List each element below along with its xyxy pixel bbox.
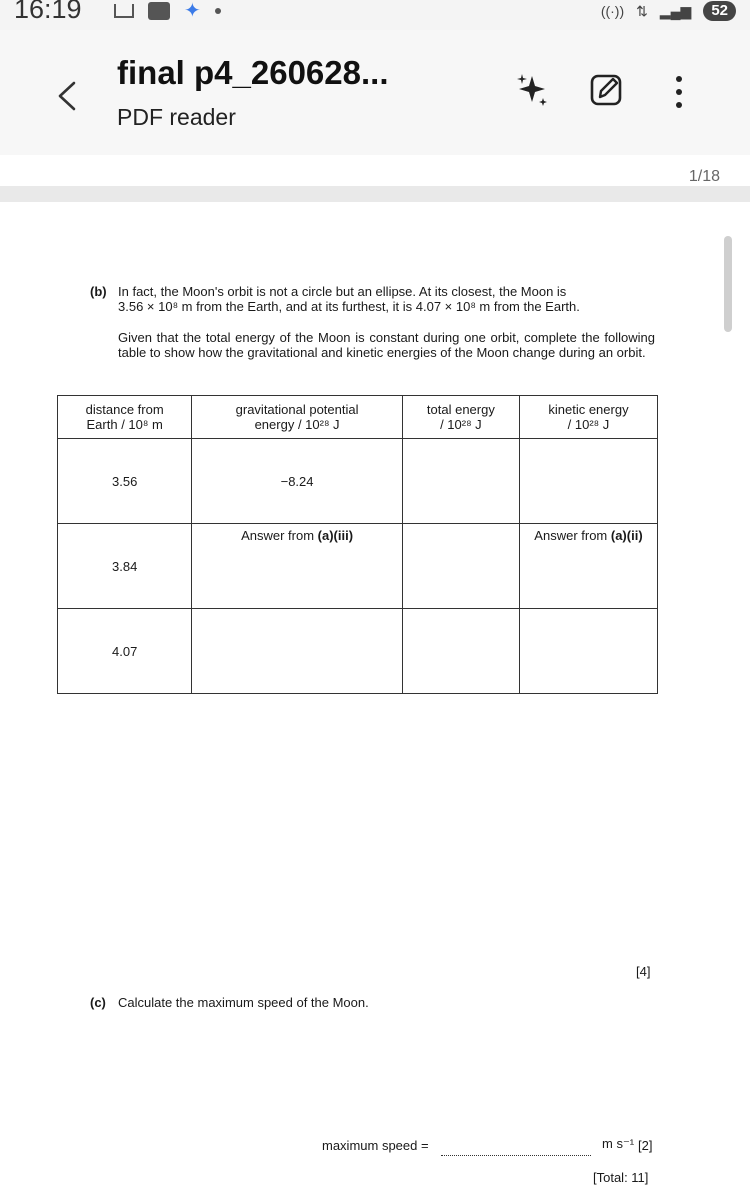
- dot-icon: [215, 8, 221, 14]
- cell-gpe: [192, 524, 402, 609]
- edit-icon[interactable]: [586, 70, 626, 110]
- answer-line[interactable]: [441, 1145, 591, 1156]
- table-row: [58, 609, 658, 694]
- cell-total: [402, 439, 519, 524]
- cell-note: Answer from (a)(iii): [241, 528, 354, 543]
- question-b-paragraph: Given that the total energy of the Moon is constant during one orbit, complete the following table to show how the gravitational and kinetic energies of the Moon change during an orbit.: [118, 330, 655, 360]
- cell-ke: [519, 609, 657, 694]
- status-bar: [0, 0, 750, 30]
- battery-icon: 52: [703, 1, 736, 21]
- answer-unit: m s⁻¹: [602, 1136, 635, 1151]
- more-vertical-icon[interactable]: [664, 74, 694, 110]
- total-marks: [Total: 11]: [593, 1170, 649, 1185]
- cell-distance: 4.07: [58, 609, 192, 694]
- cell-total: [402, 609, 519, 694]
- document-title: final p4_260628...: [117, 54, 389, 91]
- table-row: [58, 524, 658, 609]
- sparkle-icon[interactable]: [512, 70, 552, 110]
- cell-total: [402, 524, 519, 609]
- question-b-label: (b): [90, 284, 107, 299]
- scrollbar[interactable]: [724, 236, 732, 332]
- table-header-row: [58, 396, 658, 439]
- notification-icons: [114, 0, 221, 22]
- header-gpe: gravitational potential energy / 10²⁸ J: [192, 396, 402, 439]
- pdf-page[interactable]: [0, 202, 750, 1195]
- header-total-energy: total energy / 10²⁸ J: [402, 396, 519, 439]
- hotspot-icon: ((·)): [600, 3, 625, 19]
- chevron-left-icon[interactable]: [52, 80, 84, 112]
- header-distance: distance from Earth / 10⁸ m: [58, 396, 192, 439]
- status-time: 16:19: [14, 0, 82, 24]
- marks-c: [2]: [638, 1138, 653, 1153]
- page-divider: [0, 186, 750, 202]
- answer-label: maximum speed =: [322, 1138, 429, 1153]
- checkbox-notification-icon: [148, 2, 170, 20]
- status-right: [601, 0, 736, 22]
- document-subtitle: PDF reader: [117, 104, 236, 130]
- cell-ke: [519, 439, 657, 524]
- question-b-line2: 3.56 × 10⁸ m from the Earth, and at its furthest, it is 4.07 × 10⁸ m from the Earth.: [118, 299, 580, 314]
- app-header: [0, 30, 750, 155]
- cell-ke: [519, 524, 657, 609]
- cell-distance: 3.84: [58, 524, 192, 609]
- cell-note: Answer from (a)(ii): [534, 528, 643, 543]
- screenshot-icon: [114, 4, 134, 18]
- signal-icon: ▂▄▆: [659, 2, 692, 19]
- wifi-icon: ⇅: [636, 2, 648, 19]
- energy-table: [57, 395, 658, 694]
- table-row: [58, 439, 658, 524]
- gemini-icon: ✦: [184, 0, 201, 22]
- marks-b: [4]: [636, 964, 651, 979]
- header-kinetic-energy: kinetic energy / 10²⁸ J: [519, 396, 657, 439]
- cell-distance: 3.56: [58, 439, 192, 524]
- cell-gpe: [192, 609, 402, 694]
- question-b-line1: In fact, the Moon's orbit is not a circle but an ellipse. At its closest, the Moon is: [118, 284, 567, 299]
- question-c-text: Calculate the maximum speed of the Moon.: [118, 995, 369, 1010]
- question-c-label: (c): [90, 995, 106, 1010]
- page-indicator: 1/18: [688, 168, 720, 185]
- cell-gpe: −8.24: [192, 439, 402, 524]
